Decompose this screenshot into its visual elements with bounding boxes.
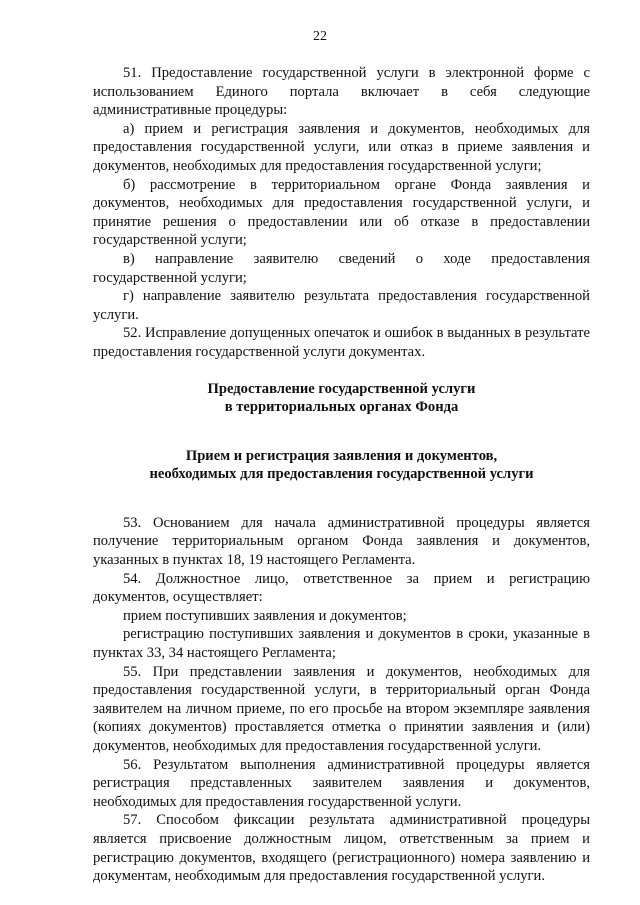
paragraph-54-item-2: регистрацию поступивших заявления и документов в сроки, указанные в пунктах 33, 34 настоящего Регламента; [93,626,590,662]
page-number: 22 [313,29,327,44]
list-item-v: в) направление заявителю сведений о ходе предоставления государственной услуги; [93,250,590,286]
paragraph-57: 57. Способом фиксации результата административной процедуры является присвоение должностным лицом, ответственным за прием и регистрацию документов, входящего (регистрационного) номера заявлению и документам, необходимым для предоставления государственной услуги. [93,812,590,885]
list-item-a: а) прием и регистрация заявления и документов, необходимых для предоставления государственной услуги, или отказ в приеме заявления и документов, необходимых для предоставления государственной услуги; [93,120,590,174]
paragraph-52: 52. Исправление допущенных опечаток и ошибок в выданных в результате предоставления государственной услуги документах. [93,325,590,360]
subsection-heading-line-2: необходимых для предоставления государственной услуги [149,466,534,483]
subsection-heading-line-1: Прием и регистрация заявления и документов, [185,447,498,464]
paragraph-56: 56. Результатом выполнения административной процедуры является регистрация представленных заявителем заявления и документов, необходимых для предоставления государственной услуги. [93,756,590,810]
paragraph-53: 53. Основанием для начала административной процедуры является получение территориальным органом Фонда заявления и документов, указанных в пунктах 18, 19 настоящего Регламента. [93,514,590,569]
section-heading-line-2: в территориальных органах Фонда [224,399,459,416]
subsection-heading [93,447,590,484]
list-item-b: б) рассмотрение в территориальном органе Фонда заявления и документов, необходимых для предоставления государственной услуги, и принятие решения о предоставлении или об отказе в предоставлении государственной услуги; [93,176,590,249]
section-heading [93,380,590,417]
page-content [93,64,590,886]
list-item-g: г) направление заявителю результата предоставления государственной услуги. [93,288,590,323]
paragraph-51: 51. Предоставление государственной услуги в электронной форме с использованием Единого портала включает в себя следующие административные процедуры: [93,65,590,119]
paragraph-55: 55. При представлении заявления и документов, необходимых для предоставления государственной услуги, в территориальный орган Фонда заявителем на личном приеме, по его просьбе на втором экземпляре заявления (копиях документов) проставляется отметка о принятии заявления и (или) документов, необходимых для предоставления государственной услуги. [93,663,590,754]
paragraph-54-item-1: прием поступивших заявления и документов; [123,607,407,624]
section-heading-line-1: Предоставление государственной услуги [207,380,476,397]
paragraph-54: 54. Должностное лицо, ответственное за прием и регистрацию документов, осуществляет: [93,570,590,606]
